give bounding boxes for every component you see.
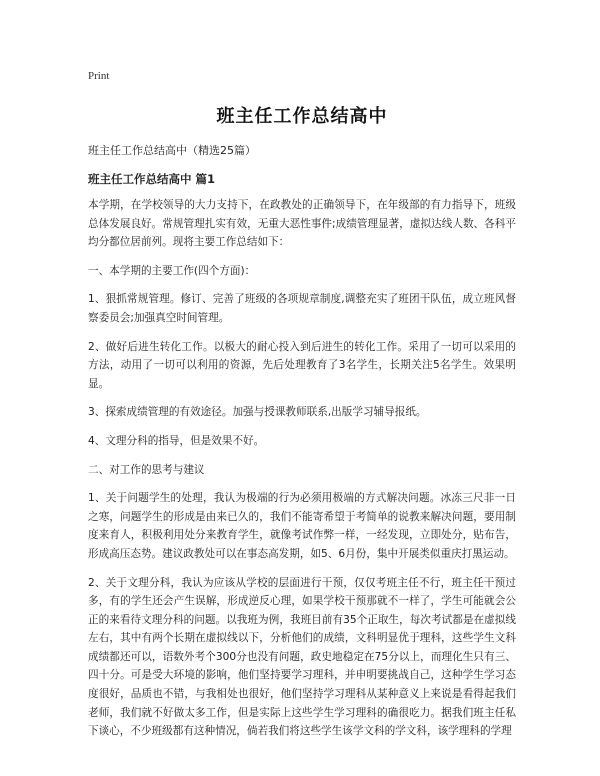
paragraph-underachiever-work: 2、做好后进生转化工作。以极大的耐心投入到后进生的转化工作。采用了一切可以采用的方法，动用了一切可以利用的资源，先后处理教育了3名学生，长期关注5名学生。效果明显。 xyxy=(88,340,516,390)
paragraph-problem-students: 1、关于问题学生的处理，我认为极端的行为必须用极端的方式解决问题。冰冻三尺非一日之寒，问题学生的形成是由来已久的，我们不能寄希望于考简单的说教来解决问题，要用制度来育人，积极利用处分来教育学生，就像考试作弊一样，一经发现，立即处分，贴布告，形成高压态势。建议政教处可以在事态高发期，如5、6月份，集中开展类似重庆打黑运动。 xyxy=(88,492,516,560)
paragraph-routine-management: 1、狠抓常规管理。修订、完善了班级的各项规章制度,调整充实了班团干队伍，成立班风督察委员会;加强真空时间管理。 xyxy=(88,293,516,324)
print-label: Print xyxy=(88,70,110,82)
paragraph-main-work-heading: 一、本学期的主要工作(四个方面)： xyxy=(88,264,256,277)
document-subtitle: 班主任工作总结高中（精选25篇） xyxy=(88,144,256,157)
paragraph-grade-management: 3、探索成绩管理的有效途径。加强与授课教师联系,出版学习辅导报纸。 xyxy=(88,406,427,419)
paragraph-intro: 本学期，在学校领导的大力支持下，在政教处的正确领导下，在年级部的有力指导下，班级总体发展良好。常规管理扎实有效，无重大恶性事件;成绩管理显著，虚拟达线人数、各科平均分都位居前列。现将主要工作总结如下： xyxy=(88,199,516,249)
document-page xyxy=(88,66,516,750)
section-heading: 班主任工作总结高中 篇1 xyxy=(88,172,216,186)
document-title: 班主任工作总结高中 xyxy=(216,106,388,127)
paragraph-reflection-heading: 二、对工作的思考与建议 xyxy=(88,463,205,476)
paragraph-subject-selection: 2、关于文理分科，我认为应该从学校的层面进行干预，仅仅考班主任不行，班主任干预过多，有的学生还会产生误解，形成逆反心理，如果学校干预那就不一样了，学生可能就会公正的来看待文理分科的问题。以我班为例，我班目前有35个正取生，每次考试都是在虚拟线左右，其中有两个长期在虚拟线以下，分析他们的成绩，文科明显优于理科，这些学生文科成绩都还可以，语数外考个300分也没有问题，政史地稳定在75分以上，而理化生只有三、四十分。可是受大环境的影响，他们坚持要学习理科，并申明要挑战自己，这种学生学习态度很好，品质也不错，与我相处也很好，他们坚持学习理科从某种意义上来说是看得起我们老师，我们就不好做太多工作，但是实际上这些学生学习理科的确很吃力。据我们班主任私下谈心，不少班级都有这种情况，倘若我们将这些学生该学文科的学文科，该学理科的学理 xyxy=(88,576,516,738)
paragraph-subject-guidance: 4、文理分科的指导，但是效果不好。 xyxy=(88,434,265,447)
